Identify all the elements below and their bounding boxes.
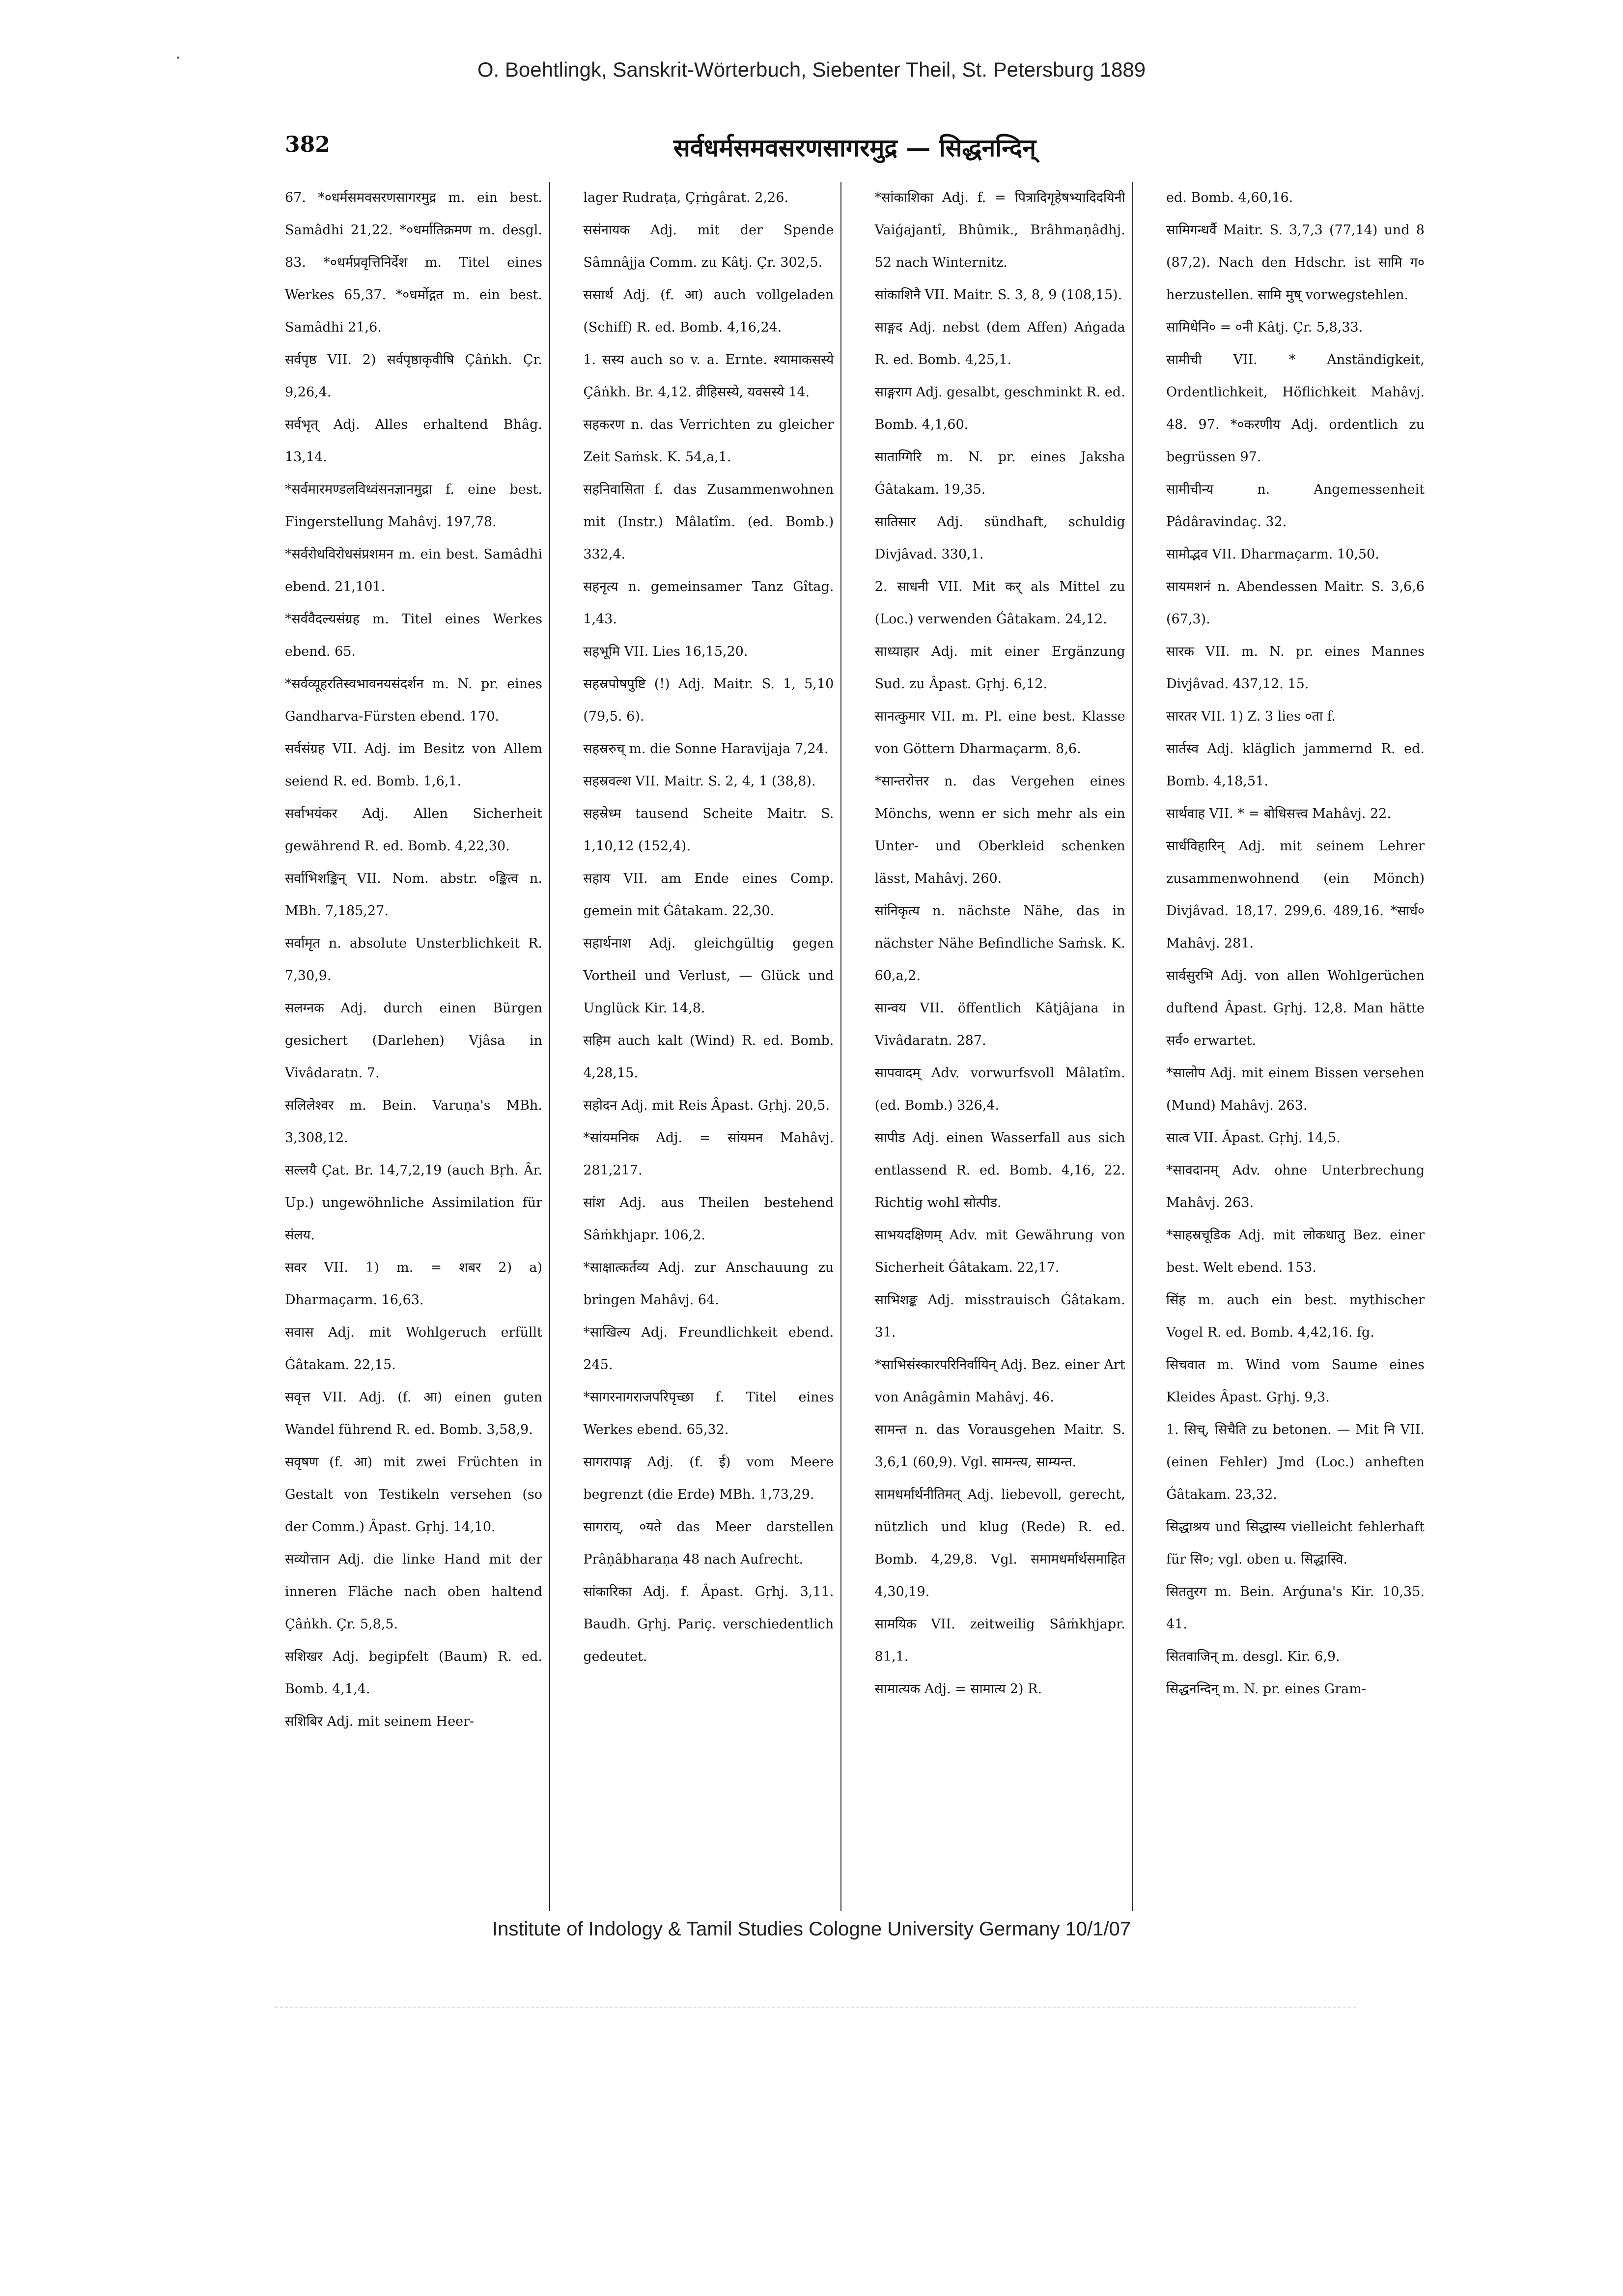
- dictionary-entry: ed. Bomb. 4,60,16.: [1166, 190, 1293, 205]
- dictionary-entry: *सर्वमारमण्डलविध्वंसनज्ञानमुद्रा f. eine best. Fingerstellung Mahâvj. 197,78.: [285, 482, 542, 530]
- dictionary-entry: *सालोप Adj. mit einem Bissen versehen (Mund) Mahâvj. 263.: [1166, 1065, 1425, 1113]
- dictionary-entry: सहनिवासिता f. das Zusammenwohnen mit (Instr.) Mâlatîm. (ed. Bomb.) 332,4.: [583, 482, 834, 562]
- dictionary-entry: सार्वसुरभि Adj. von allen Wohlgerüchen duftend Âpast. Gṛhj. 12,8. Man hätte सर्व० erwartet.: [1166, 968, 1425, 1048]
- dictionary-entry: सापीड Adj. einen Wasserfall aus sich entlassend R. ed. Bomb. 4,16, 22. Richtig wohl सोत्पीड.: [874, 1130, 1125, 1210]
- dictionary-entry: साङ्गद Adj. nebst (dem Affen) Aṅgada R. ed. Bomb. 4,25,1.: [874, 320, 1125, 367]
- scan-trace-line: [275, 2007, 1356, 2008]
- dictionary-entry: *सांकाशिका Adj. f. = पित्रादिगृहेषभ्यादिदयिनी Vaiǵajantî, Bhûmik., Brâhmaṇâdhj. 52 nach Winternitz.: [874, 190, 1125, 270]
- dictionary-entry: 1. सिच्, सिचैति zu betonen. — Mit नि VII. (einen Fehler) Jmd (Loc.) anheften Ǵâtakam. 23,32.: [1166, 1422, 1425, 1502]
- dictionary-entry: सर्वाभयंकर Adj. Allen Sicherheit gewährend R. ed. Bomb. 4,22,30.: [285, 806, 542, 854]
- dictionary-entry: सवास Adj. mit Wohlgeruch erfüllt Ǵâtakam. 22,15.: [285, 1325, 542, 1372]
- dictionary-entry: *साक्षात्कर्तव्य Adj. zur Anschauung zu bringen Mahâvj. 64.: [583, 1260, 834, 1308]
- dictionary-entry: सल्लयै Çat. Br. 14,7,2,19 (auch Bṛh. Âr. Up.) ungewöhnliche Assimilation für संलय.: [285, 1163, 542, 1243]
- column-1: [285, 182, 550, 1911]
- running-head: सर्वधर्मसमवसरणसागरमुद्र — सिद्धनन्दिन्: [673, 133, 1036, 162]
- dictionary-entry: सारतर VII. 1) Z. 3 lies ०ता f.: [1166, 709, 1336, 724]
- dictionary-entry: सहस्रपोषपुष्टि (!) Adj. Maitr. S. 1, 5,10 (79,5. 6).: [583, 676, 834, 724]
- source-header: O. Boehtlingk, Sanskrit-Wörterbuch, Siebenter Theil, St. Petersburg 1889: [477, 58, 1146, 81]
- dictionary-entry: सार्धविहारिन् Adj. mit seinem Lehrer zusammenwohnend (ein Mönch) Divjâvad. 18,17. 299,6. 489,16. *सार्ध० Mahâvj. 281.: [1166, 839, 1425, 951]
- dictionary-entry: सायमशनं n. Abendessen Maitr. S. 3,6,6 (67,3).: [1166, 579, 1425, 627]
- dictionary-entry: सहकरण n. das Verrichten zu gleicher Zeit Saṁsk. K. 54,a,1.: [583, 417, 834, 465]
- dictionary-entry: सर्वसंग्रह VII. Adj. im Besitz von Allem seiend R. ed. Bomb. 1,6,1.: [285, 741, 542, 789]
- dictionary-entry: सांकारिका Adj. f. Âpast. Gṛhj. 3,11. Baudh. Gṛhj. Pariç. verschiedentlich gedeutet.: [583, 1584, 834, 1664]
- dictionary-entry: *सर्ववैदल्यसंग्रह m. Titel eines Werkes ebend. 65.: [285, 612, 542, 659]
- dictionary-entry: *सर्वरोधविरोधसंप्रशमन m. ein best. Samâdhi ebend. 21,101.: [285, 547, 542, 594]
- dictionary-entry: सामधर्मार्थनीतिमत् Adj. liebevoll, gerecht, nützlich und klug (Rede) R. ed. Bomb. 4,29,8. Vgl. समामधर्मार्थसमाहित 4,30,19.: [874, 1487, 1125, 1599]
- dictionary-entry: सहनृत्य n. gemeinsamer Tanz Gîtag. 1,43.: [583, 579, 834, 627]
- dictionary-entry: *सांयमनिक Adj. = सांयमन Mahâvj. 281,217.: [583, 1130, 834, 1178]
- dictionary-entry: *साखिल्य Adj. Freundlichkeit ebend. 245.: [583, 1325, 834, 1372]
- dictionary-entry: साताग्गिरि m. N. pr. eines Jaksha Ǵâtakam. 19,35.: [874, 449, 1125, 497]
- dictionary-entry: सहोदन Adj. mit Reis Âpast. Gṛhj. 20,5.: [583, 1098, 830, 1113]
- column-2: [576, 182, 841, 1911]
- dictionary-entry: सामिगन्धर्वै Maitr. S. 3,7,3 (77,14) und 8 (87,2). Nach den Hdschr. ist सामि ग० herzustellen. सामि मुष् vorwegstehlen.: [1166, 223, 1425, 303]
- dictionary-entry: सांकाशिनै VII. Maitr. S. 3, 8, 9 (108,15).: [874, 287, 1122, 303]
- dictionary-entry: साङ्गराग Adj. gesalbt, geschminkt R. ed. Bomb. 4,1,60.: [874, 385, 1125, 432]
- dictionary-entry: सामीचीन्य n. Angemessenheit Pâdâravindaç. 32.: [1166, 482, 1425, 530]
- dictionary-entry: सव्योत्तान Adj. die linke Hand mit der inneren Fläche nach oben haltend Çâṅkh. Çr. 5,8,5.: [285, 1552, 542, 1632]
- dictionary-entry: सलिलेश्वर m. Bein. Varuṇa's MBh. 3,308,12.: [285, 1098, 542, 1146]
- dictionary-entry: सिचवात m. Wind vom Saume eines Kleides Âpast. Gṛhj. 9,3.: [1166, 1357, 1425, 1405]
- dictionary-entry: *साहस्रचूडिक Adj. mit लोकधातु Bez. einer best. Welt ebend. 153.: [1166, 1228, 1425, 1275]
- dictionary-entry: 2. साधनी VII. Mit कर् als Mittel zu (Loc.) verwenden Ǵâtakam. 24,12.: [874, 579, 1125, 627]
- dictionary-entry: सापवादम् Adv. vorwurfsvoll Mâlatîm. (ed. Bomb.) 326,4.: [874, 1065, 1125, 1113]
- dictionary-entry: सारक VII. m. N. pr. eines Mannes Divjâvad. 437,12. 15.: [1166, 644, 1425, 692]
- dictionary-entry: सात्व VII. Âpast. Gṛhj. 14,5.: [1166, 1130, 1341, 1146]
- dictionary-entry: सामोद्भव VII. Dharmaçarm. 10,50.: [1166, 547, 1379, 562]
- dictionary-entry: सहस्रवल्श VII. Maitr. S. 2, 4, 1 (38,8).: [583, 774, 816, 789]
- dictionary-entry: सहिम auch kalt (Wind) R. ed. Bomb. 4,28,15.: [583, 1033, 834, 1081]
- dictionary-entry: ससार्थ Adj. (f. आ) auch vollgeladen (Schiff) R. ed. Bomb. 4,16,24.: [583, 287, 834, 335]
- dictionary-entry: साभयदक्षिणम् Adv. mit Gewährung von Sicherheit Ǵâtakam. 22,17.: [874, 1228, 1125, 1275]
- dictionary-entry: सार्तस्व Adj. kläglich jammernd R. ed. Bomb. 4,18,51.: [1166, 741, 1425, 789]
- dictionary-entry: 67. *०धर्मसमवसरणसागरमुद्र m. ein best. Samâdhi 21,22. *०धर्मातिक्रमण m. desgl. 83. *०धर्मप्रवृत्तिनिर्देश m. Titel eines Werkes 65,37. *०धर्मोद्गत m. ein best. Samâdhi 21,6.: [285, 190, 542, 335]
- dictionary-entry: सार्थवाह VII. * = बोधिसत्त्व Mahâvj. 22.: [1166, 806, 1391, 821]
- dictionary-entry: सहस्ररुच् m. die Sonne Haravijaja 7,24.: [583, 741, 829, 756]
- dictionary-entry: सशिबिर Adj. mit seinem Heer-: [285, 1714, 475, 1729]
- dictionary-entry: सवृत्त VII. Adj. (f. आ) einen guten Wandel führend R. ed. Bomb. 3,58,9.: [285, 1390, 542, 1437]
- dictionary-entry: सामीची VII. * Anständigkeit, Ordentlichkeit, Höflichkeit Mahâvj. 48. 97. *०करणीय Adj. ordentlich zu begrüssen 97.: [1166, 352, 1425, 465]
- dictionary-entry: सागराय्, ०यते das Meer darstellen Prâṇâbharaṇa 48 nach Aufrecht.: [583, 1519, 834, 1567]
- dictionary-entry: सशिखर Adj. begipfelt (Baum) R. ed. Bomb. 4,1,4.: [285, 1649, 542, 1697]
- dictionary-entry: सवर VII. 1) m. = शबर 2) a) Dharmaçarm. 16,63.: [285, 1260, 542, 1308]
- dictionary-entry: *सान्तरोत्तर n. das Vergehen eines Mönchs, wenn er sich mehr als ein Unter- und Oberkleid schenken lässt, Mahâvj. 260.: [874, 774, 1125, 886]
- institution-footer: Institute of Indology & Tamil Studies Cologne University Germany 10/1/07: [492, 1918, 1131, 1940]
- dictionary-entry: *सावदानम् Adv. ohne Unterbrechung Mahâvj. 263.: [1166, 1163, 1425, 1210]
- dictionary-entry: साध्याहार Adj. mit einer Ergänzung Sud. zu Âpast. Gṛhj. 6,12.: [874, 644, 1125, 692]
- dictionary-entry: सर्वाभिशङ्किन् VII. Nom. abstr. ०ङ्कित्व n. MBh. 7,185,27.: [285, 871, 542, 919]
- dictionary-entry: *साभिसंस्कारपरिनिर्वायिन् Adj. Bez. einer Art von Anâgâmin Mahâvj. 46.: [874, 1357, 1125, 1405]
- page-number: 382: [285, 132, 330, 157]
- dictionary-entry: सर्वपृष्ठ VII. 2) सर्वपृष्ठाकृवीषि Çâṅkh. Çr. 9,26,4.: [285, 352, 542, 400]
- dictionary-entry: सर्वभृत् Adj. Alles erhaltend Bhâg. 13,14.: [285, 417, 542, 465]
- dictionary-entry: सिद्धाश्रय und सिद्धास्य vielleicht fehlerhaft für सि०; vgl. oben u. सिद्धास्वि.: [1166, 1519, 1425, 1567]
- dictionary-entry: सानत्कुमार VII. m. Pl. eine best. Klasse von Göttern Dharmaçarm. 8,6.: [874, 709, 1125, 756]
- dictionary-entry: सामन्त n. das Vorausgehen Maitr. S. 3,6,1 (60,9). Vgl. सामन्त्य, साम्यन्त.: [874, 1422, 1125, 1470]
- dictionary-entry: सितवाजिन् m. desgl. Kir. 6,9.: [1166, 1649, 1340, 1664]
- dictionary-entry: सिद्धनन्दिन् m. N. pr. eines Gram-: [1166, 1681, 1366, 1697]
- dictionary-entry: सहभूमि VII. Lies 16,15,20.: [583, 644, 748, 659]
- dictionary-entry: सहस्रेध्म tausend Scheite Maitr. S. 1,10,12 (152,4).: [583, 806, 834, 854]
- dictionary-entry: सलग्नक Adj. durch einen Bürgen gesichert (Darlehen) Vjâsa in Vivâdaratn. 7.: [285, 1001, 542, 1081]
- dictionary-entry: सहाय VII. am Ende eines Comp. gemein mit Ǵâtakam. 22,30.: [583, 871, 834, 919]
- dictionary-entry: सामयिक VII. zeitweilig Sâṁkhjapr. 81,1.: [874, 1617, 1125, 1664]
- dictionary-entry: साभिशङ्क Adj. misstrauisch Ǵâtakam. 31.: [874, 1292, 1125, 1340]
- dictionary-entry: lager Rudraṭa, Çṛṅgârat. 2,26.: [583, 190, 788, 205]
- dictionary-columns: [285, 182, 1425, 1911]
- dictionary-entry: सिततुरग m. Bein. Arǵuna's Kir. 10,35. 41.: [1166, 1584, 1425, 1632]
- dictionary-entry: सान्वय VII. öffentlich Kâtjâjana in Vivâdaratn. 287.: [874, 1001, 1125, 1048]
- dictionary-entry: ससंनायक Adj. mit der Spende Sâmnâjja Comm. zu Kâtj. Çr. 302,5.: [583, 223, 834, 270]
- dictionary-entry: सामात्यक Adj. = सामात्य 2) R.: [874, 1681, 1042, 1697]
- dictionary-entry: सांनिकृत्य n. nächste Nähe, das in nächster Nähe Befindliche Saṁsk. K. 60,a,2.: [874, 903, 1125, 983]
- dictionary-entry: सातिसार Adj. sündhaft, schuldig Divjâvad. 330,1.: [874, 514, 1125, 562]
- dictionary-entry: 1. सस्य auch so v. a. Ernte. श्यामाकसस्ये Çâṅkh. Br. 4,12. व्रीहिसस्ये, यवसस्ये 14.: [583, 352, 834, 400]
- dictionary-entry: सर्वामृत n. absolute Unsterblichkeit R. 7,30,9.: [285, 936, 542, 983]
- dictionary-entry: *सागरनागराजपरिपृच्छा f. Titel eines Werkes ebend. 65,32.: [583, 1390, 834, 1437]
- column-4: [1159, 182, 1425, 1911]
- dictionary-entry: *सर्वव्यूहरतिस्वभावनयसंदर्शन m. N. pr. eines Gandharva-Fürsten ebend. 170.: [285, 676, 542, 724]
- dictionary-entry: सागरापाङ्ग Adj. (f. ई) vom Meere begrenzt (die Erde) MBh. 1,73,29.: [583, 1455, 834, 1502]
- dictionary-entry: सवृषण (f. आ) mit zwei Früchten in Gestalt von Testikeln versehen (so der Comm.) Âpast. Gṛhj. 14,10.: [285, 1455, 542, 1535]
- dictionary-entry: सिंह m. auch ein best. mythischer Vogel R. ed. Bomb. 4,42,16. fg.: [1166, 1292, 1425, 1340]
- page-head: [285, 130, 1425, 165]
- column-3: [868, 182, 1133, 1911]
- dictionary-entry: सहार्थनाश Adj. gleichgültig gegen Vortheil und Verlust, — Glück und Unglück Kir. 14,8.: [583, 936, 834, 1016]
- dictionary-entry: सांश Adj. aus Theilen bestehend Sâṁkhjapr. 106,2.: [583, 1195, 834, 1243]
- dictionary-entry: सामिधेनि० = ०नी Kâtj. Çr. 5,8,33.: [1166, 320, 1363, 335]
